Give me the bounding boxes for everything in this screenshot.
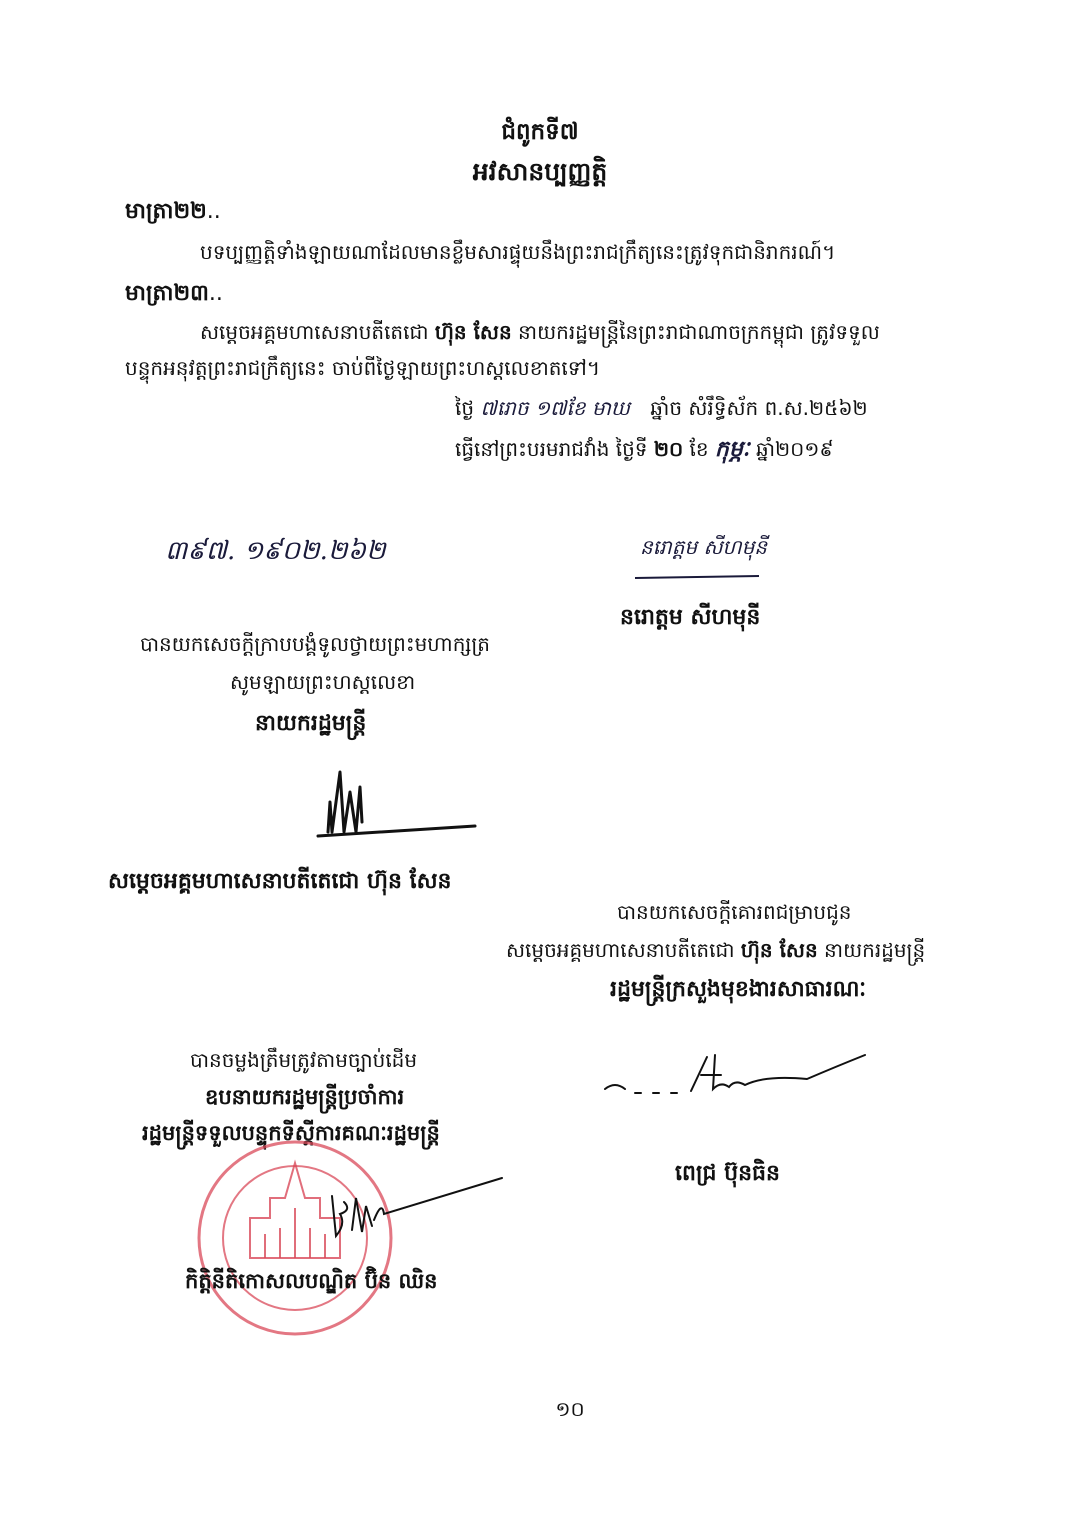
- minister-line: [506, 938, 925, 963]
- article-text-part: នាយករដ្ឋមន្ត្រីនៃព្រះរាជាណាចក្រកម្ពុជា ត្រូវទទួល: [518, 320, 880, 344]
- article-suffix: ..: [208, 281, 223, 306]
- chapter-title: អវសានប្បញ្ញត្តិ: [472, 157, 608, 186]
- lunar-prefix: ថ្ងៃ: [455, 396, 475, 420]
- article-number: មាត្រា២២: [125, 199, 207, 224]
- solar-month: កុម្ភៈ: [714, 436, 750, 462]
- deputy-line: បានចម្លងត្រឹមត្រូវតាមច្បាប់ដើម: [190, 1048, 418, 1072]
- lunar-suffix: ឆ្នាំច សំរឹទ្ធិស័ក ព.ស.២៥៦២: [650, 396, 868, 420]
- pm-name: សម្តេចអគ្គមហាសេនាបតីតេជោ ហ៊ុន សែន: [108, 869, 452, 894]
- minister-title: រដ្ឋមន្ត្រីក្រសួងមុខងារសាធារណៈ: [610, 977, 867, 1002]
- deputy-title: រដ្ឋមន្ត្រីទទួលបន្ទុកទីស្តីការគណៈរដ្ឋមន្ត្រី: [142, 1121, 440, 1145]
- article-label: [125, 280, 223, 308]
- king-signature: នរោត្តម សីហមុនី: [640, 535, 767, 559]
- page-number: ១០: [555, 1397, 585, 1421]
- decree-number: ៣៩៧. ១៩០២.២៦២: [165, 536, 386, 566]
- pm-line: សូមឡាយព្រះហស្តលេខា: [230, 670, 416, 694]
- pm-title: នាយករដ្ឋមន្ត្រី: [255, 711, 367, 736]
- pm-line: បានយកសេចក្តីក្រាបបង្គំទូលថ្វាយព្រះមហាក្សត្រ: [140, 632, 490, 656]
- deputy-name: កិត្តិនីតិកោសលបណ្ឌិត ប៊ិន ឈិន: [185, 1269, 438, 1293]
- solar-year: ឆ្នាំ២០១៩: [755, 437, 834, 461]
- article-text: [200, 320, 880, 345]
- article-text-part: សម្តេចអគ្គមហាសេនាបតីតេជោ: [200, 320, 429, 344]
- king-signature-underline: [633, 574, 763, 582]
- article-suffix: ..: [206, 199, 221, 224]
- minister-line: បានយកសេចក្តីគោរពជម្រាបជូន: [617, 900, 852, 924]
- minister-line-part: នាយករដ្ឋមន្ត្រី: [824, 938, 926, 962]
- king-name: នរោត្តម សីហមុនី: [620, 605, 761, 630]
- deputy-signature: [322, 1170, 522, 1260]
- pm-signature: [310, 762, 480, 842]
- minister-line-part: សម្តេចអគ្គមហាសេនាបតីតេជោ: [506, 938, 735, 962]
- lunar-date: [455, 396, 868, 421]
- article-text: បន្ទុកអនុវត្តព្រះរាជក្រឹត្យនេះ ចាប់ពីថ្ងៃឡាយព្រះហស្តលេខាតទៅ។: [125, 356, 601, 380]
- article-number: មាត្រា២៣: [125, 281, 209, 306]
- minister-name: ពេជ្រ ប៊ុនធិន: [675, 1161, 780, 1186]
- solar-day: ២០: [653, 437, 684, 461]
- deputy-title: ឧបនាយករដ្ឋមន្ត្រីប្រចាំការ: [205, 1085, 405, 1109]
- chapter-number: ជំពូកទី៧: [501, 119, 579, 145]
- solar-month-label: ខែ: [689, 437, 709, 461]
- solar-date: [455, 436, 834, 464]
- lunar-handwritten: ៧រោច ១៧ខែ មាឃ: [480, 396, 630, 420]
- article-text-bold: ហ៊ុន សែន: [434, 320, 512, 344]
- article-label: [125, 198, 221, 226]
- article-text: បទប្បញ្ញត្តិទាំងឡាយណាដែលមានខ្លឹមសារផ្ទុយនឹងព្រះរាជក្រឹត្យនេះត្រូវទុកជានិរាករណ៍។: [200, 240, 836, 264]
- solar-prefix: ធ្វើនៅព្រះបរមរាជវាំង ថ្ងៃទី: [455, 437, 648, 461]
- minister-line-bold: ហ៊ុន សែន: [740, 938, 818, 962]
- minister-signature: [595, 1045, 875, 1105]
